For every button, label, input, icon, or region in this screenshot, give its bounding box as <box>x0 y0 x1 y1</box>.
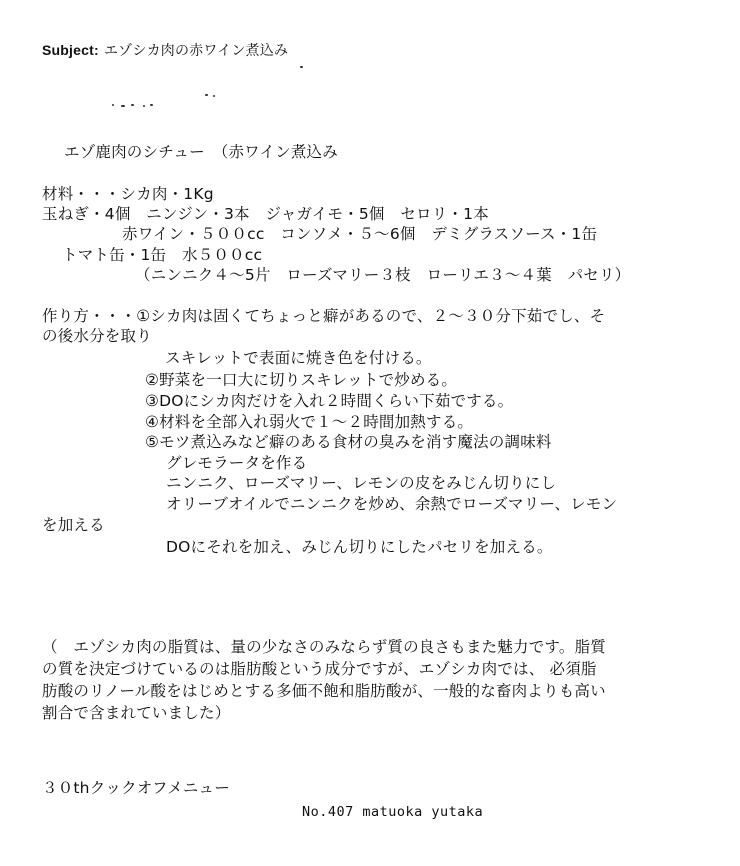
method-step-5c: ニンニク、ローズマリー、レモンの皮をみじん切りにし <box>166 474 557 492</box>
ingredients-line-4: トマト缶・1缶 水５００cc <box>62 246 263 264</box>
ingredients-line-2: 玉ねぎ・4個 ニンジン・3本 ジャガイモ・5個 セロリ・1本 <box>42 205 489 223</box>
note-line-1: （ エゾシカ肉の脂質は、量の少なさのみならず質の良さもまた魅力です。脂質 <box>42 638 606 656</box>
subject-line <box>42 40 288 61</box>
recipe-title: エゾ鹿肉のシチュー （赤ワイン煮込み <box>64 143 338 161</box>
method-step-1a: 作り方・・・①シカ肉は固くてちょっと癖があるので、２～３０分下茹でし、そ <box>42 307 606 325</box>
method-step-5a: ⑤モツ煮込みなど癖のある食材の臭みを消す魔法の調味料 <box>145 433 552 451</box>
method-step-4: ④材料を全部入れ弱火で１～２時間加熱する。 <box>145 413 474 431</box>
footer-event: ３０thクックオフメニュー <box>42 779 230 797</box>
footer-author: No.407 matuoka yutaka <box>302 804 484 820</box>
subject-text: エゾシカ肉の赤ワイン煮込み <box>103 43 289 59</box>
method-step-5b: グレモラータを作る <box>166 454 308 472</box>
method-step-5e: を加える <box>42 516 105 534</box>
method-step-1c: スキレットで表面に焼き色を付ける。 <box>165 349 432 367</box>
ingredients-line-5: （ニンニク４～5片 ローズマリー３枝 ローリエ３～４葉 パセリ） <box>135 266 631 284</box>
method-step-5f: DOにそれを加え、みじん切りにしたパセリを加える。 <box>166 538 553 556</box>
ingredients-line-1: 材料・・・シカ肉・1Kg <box>42 185 214 203</box>
method-step-5d: オリーブオイルでニンニクを炒め、余熱でローズマリー、レモン <box>166 495 618 513</box>
method-step-1b: の後水分を取り <box>42 327 152 345</box>
method-step-3: ③DOにシカ肉だけを入れ２時間くらい下茹でする。 <box>145 392 514 410</box>
note-line-4: 割合で含まれていました） <box>42 704 231 722</box>
ingredients-line-3: 赤ワイン・５００cc コンソメ・５～6個 デミグラスソース・1缶 <box>122 225 598 243</box>
note-line-3: 肪酸のリノール酸をはじめとする多価不飽和脂肪酸が、一般的な畜肉よりも高い <box>42 682 606 700</box>
method-step-2: ②野菜を一口大に切りスキレットで炒める。 <box>145 371 458 389</box>
note-line-2: の質を決定づけているのは脂肪酸という成分ですが、エゾシカ肉では、 必須脂 <box>42 660 597 678</box>
subject-label: Subject: <box>42 42 99 58</box>
